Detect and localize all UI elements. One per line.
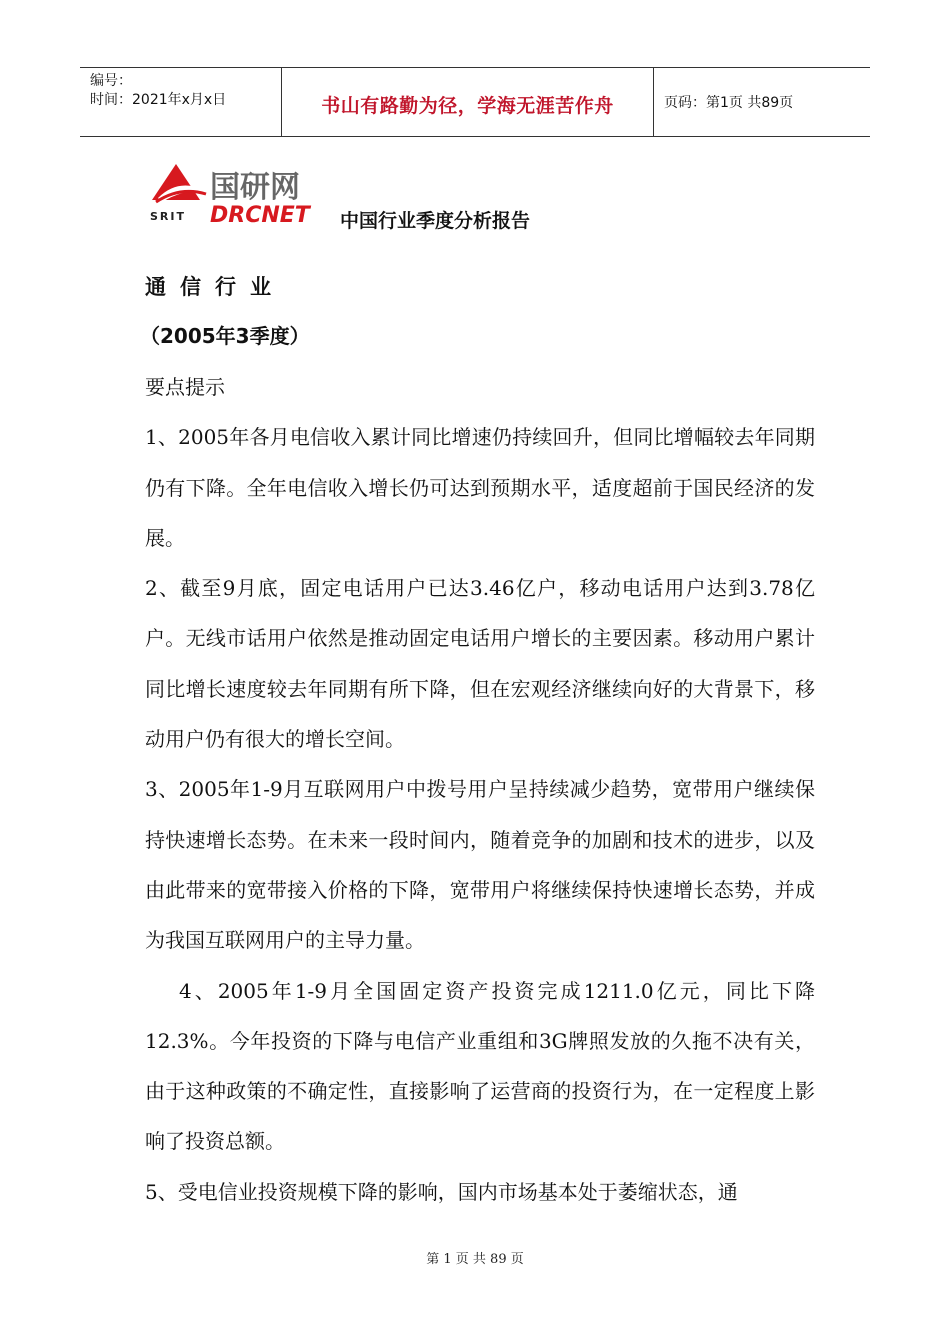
paragraph: 2、截至9月底，固定电话用户已达3.46亿户，移动电话用户达到3.78亿户。无线市话用户依然是推动固定电话用户增长的主要因素。移动用户累计同比增长速度较去年同期有所下降，但在宏观经济继续向好的大背景下，移动用户仍有很大的增长空间。 [145,576,815,752]
paragraph: 1、2005年各月电信收入累计同比增速仍持续回升，但同比增幅较去年同期仍有下降。全年电信收入增长仍可达到预期水平，适度超前于国民经济的发展。 [145,425,815,550]
document-body [145,362,815,1217]
number-label: 编号： [90,73,132,89]
time-label: 时间：2021年x月x日 [90,92,227,108]
logo-brand-cn: 国研网 [210,170,300,205]
page-footer: 第 1 页 共 89 页 [426,1252,524,1267]
logo-brand-left: SRIT [150,210,186,223]
paragraph: 3、2005年1-9月互联网用户中拨号用户呈持续减少趋势，宽带用户继续保持快速增长态势。在未来一段时间内，随着竞争的加剧和技术的进步，以及由此带来的宽带接入价格的下降，宽带用户将继续保持快速增长态势，并成为我国互联网用户的主导力量。 [145,777,815,953]
report-title: 中国行业季度分析报告 [340,210,531,232]
drcnet-logo [148,160,338,230]
paragraph: 4、2005年1-9月全国固定资产投资完成1211.0亿元，同比下降12.3%。今年投资的下降与电信产业重组和3G牌照发放的久拖不决有关，由于这种政策的不确定性，直接影响了运营商的投资行为，在一定程度上影响了投资总额。 [145,978,815,1154]
header-motto: 书山有路勤为径，学海无涯苦作舟 [282,68,654,136]
paragraph: 5、受电信业投资规模下降的影响，国内市场基本处于萎缩状态，通 [145,1179,738,1204]
report-period: （2005年3季度） [140,324,310,348]
industry-title: 通信行业 [145,275,285,299]
drcnet-logo-graphic [148,160,338,230]
logo-brand-en: DRCNET [210,203,310,228]
header-page-info: 页码：第1页 共89页 [664,95,794,111]
header-meta [80,68,282,136]
section-heading: 要点提示 [145,375,225,399]
page-header [80,67,870,137]
